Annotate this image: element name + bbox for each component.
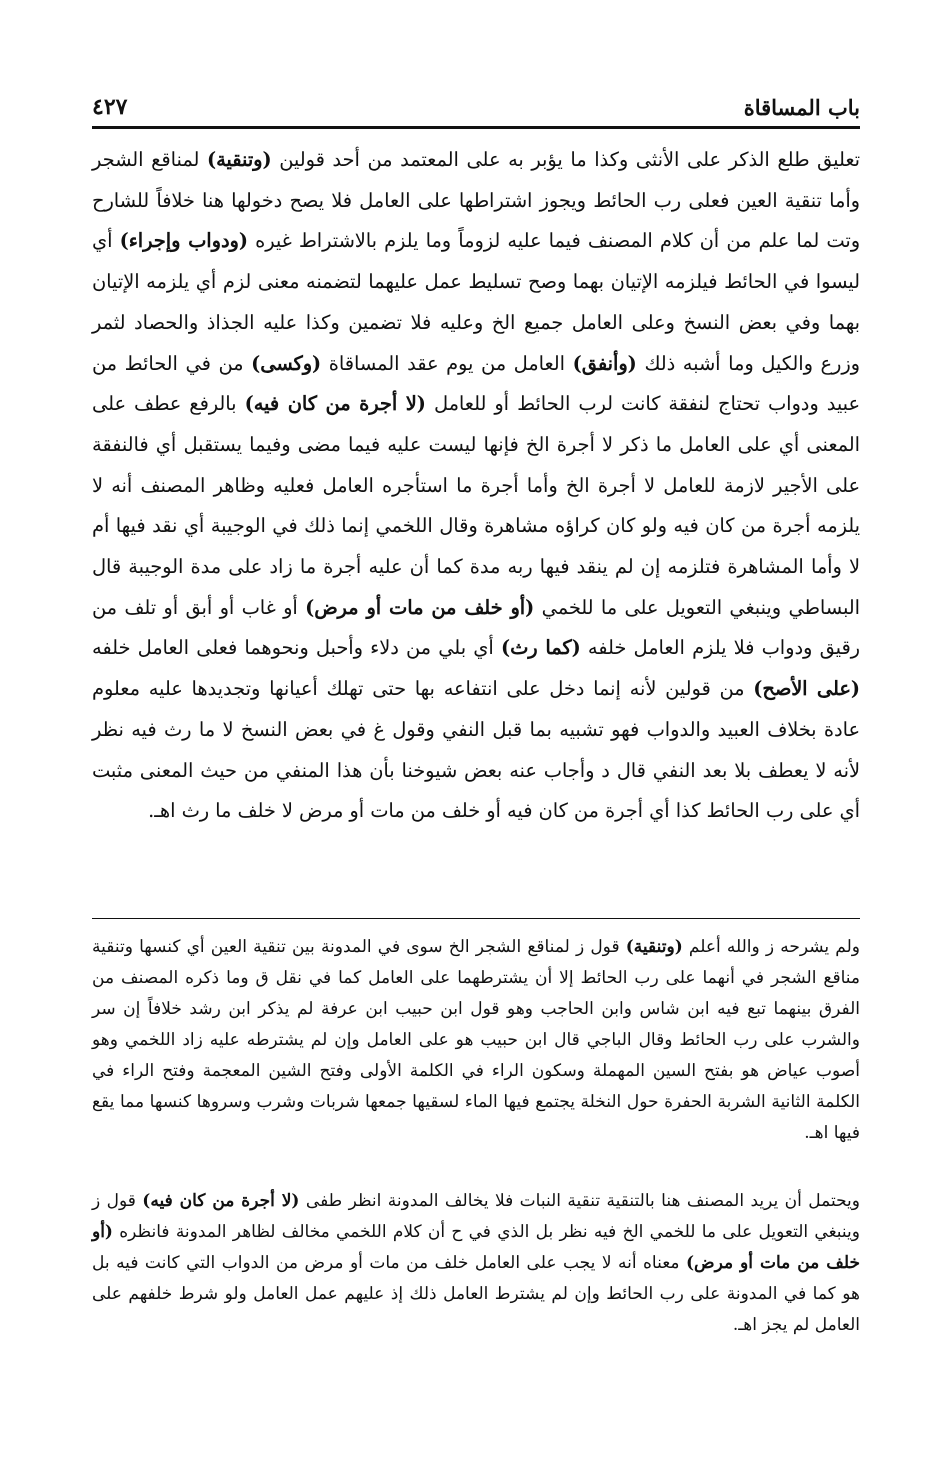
text-run: العامل من يوم عقد المساقاة <box>321 351 573 375</box>
text-run: معناه أنه لا يجب على العامل خلف من مات أو مرض من الدواب التي كانت فيه بل هو كما في المدونة على رب الحائط وإن لم يشترط العامل ذلك إذ عليهم عمل العامل ولو شرط خلفهم على العامل لم يجز اهـ. <box>92 1253 860 1335</box>
main-text <box>92 140 860 832</box>
text-run: بالرفع عطف على المعنى أي على العامل ما ذكر لا أجرة الخ فإنها ليست عليه فيما مضى وفيما يستقبل أي فالنفقة على الأجير لازمة للعامل لا أجرة الخ وأما أجرة ما استأجره العامل فعليه وظاهر المصنف أنه لا يلزمه أجرة من كان فيه ولو كان كراؤه مشاهرة وقال اللخمي إنما ذلك في الوجيبة أي نقد فيها أم لا وأما المشاهرة فتلزمه إن لم ينقد فيها ربه مدة كما أن عليه أجرة ما زاد على مدة الوجيبة قال البساطي وينبغي التعويل على ما للخمي <box>92 392 860 619</box>
bold-term: (ودواب وإجراء) <box>119 229 248 253</box>
text-run: أي بلي من دلاء وأحبل ونحوهما فعلى العامل خلفه <box>92 636 501 660</box>
bold-term: (أو خلف من مات أو مرض) <box>92 1222 860 1273</box>
bold-term: (وتنقية) <box>206 148 272 171</box>
text-run: ويحتمل أن يريد المصنف هنا بالتنقية تنقية النبات فلا يخالف المدونة انظر طفى <box>299 1191 860 1211</box>
bold-term: (وكسى) <box>251 351 322 375</box>
chapter-title: باب المساقاة <box>743 95 860 120</box>
text-run: قول ز وينبغي التعويل على ما للخمي الخ فيه نظر بل الذي في ح أن كلام اللخمي مخالف لظاهر المدونة فانظره <box>92 1191 860 1242</box>
text-run: قول ز لمناقع الشجر الخ سوى في المدونة بين تنقية العين أي كنسها وتنقية مناقع الشجر في أنهما على رب الحائط إلا أن يشترطهما على العامل كما في نقل ق وما ذكره المصنف من الفرق بينهما تبع فيه ابن شاس وابن الحاجب وهو قول ابن حبيب ابن عرفة لم يذكر ابن رشد خلافاً إن سر والشرب على رب الحائط وقال الباجي قال ابن حبيب هو على العامل وإن لم يشترطه عليه زاد اللخمي وهو أصوب عياض هو بفتح السين المهملة وسكون الراء في الكلمة الأولى وفتح الشين المعجمة وفتح الراء في الكلمة الثانية الشربة الحفرة حول النخلة يجتمع فيها الماء لسقيها جمعها شربات وشرب وسروها كنسها مما يقع فيها اهـ. <box>92 937 860 1143</box>
text-run: أي ليسوا في الحائط فيلزمه الإتيان بهما وصح تسليط عمل عليهما لتضمنه معنى لزم أي يلزمه الإتيان بهما وفي بعض النسخ وعلى العامل جميع الخ وعليه فلا تضمين وكذا عليه الجذاذ والحصاد لثمر وزرع والكيل وما أشبه ذلك <box>92 229 860 375</box>
bold-term: (وأنفق) <box>572 351 637 375</box>
footnote-paragraph-2 <box>92 1186 860 1341</box>
text-run: لمناقع الشجر وأما تنقية العين فعلى رب الحائط ويجوز اشتراطها على العامل فلا يصح دخولها هنا خلافاً للشارح وتت لما علم من أن كلام المصنف فيما عليه لزوماً وما يلزم بالاشتراط غيره <box>92 148 861 253</box>
text-run: ولم يشرحه ز والله أعلم <box>682 937 860 957</box>
bold-term: (وتنقية) <box>625 937 683 957</box>
page-number: ٤٢٧ <box>92 94 128 120</box>
bold-term: (كما رث) <box>500 636 581 660</box>
bold-term: (لا أجرة من كان فيه) <box>244 392 426 416</box>
text-run: أو غاب أو أبق أو تلف من رقيق ودواب فلا يلزم العامل خلفه <box>92 595 860 660</box>
footnote-separator <box>92 918 860 919</box>
bold-term: (على الأصح) <box>753 677 860 701</box>
text-run: من قولين لأنه إنما دخل على انتفاعه بها حتى تهلك أعيانها وتجديدها عليه معلوم عادة بخلاف العبيد والدواب فهو تشبيه بما قبل النفي وقول غ في بعض النسخ لا ما رث فيه نظر لأنه لا يعطف بلا بعد النفي قال د وأجاب عنه بعض شيوخنا بأن هذا المنفي من حيث المعنى مثبت أي على رب الحائط كذا أي أجرة من كان فيه أو خلف من مات أو مرض لا خلف ما رث اهـ. <box>92 677 860 823</box>
header-rule <box>92 126 860 129</box>
running-header <box>92 86 860 120</box>
bold-term: (لا أجرة من كان فيه) <box>142 1191 300 1211</box>
footnote-paragraph-1 <box>92 932 860 1149</box>
text-run: من في الحائط من عبيد ودواب تحتاج لنفقة كانت لرب الحائط أو للعامل <box>92 351 861 416</box>
bold-term: (أو خلف من مات أو مرض) <box>305 595 535 619</box>
text-run: تعليق طلع الذكر على الأنثى وكذا ما يؤبر به على المعتمد من أحد قولين <box>271 148 860 171</box>
